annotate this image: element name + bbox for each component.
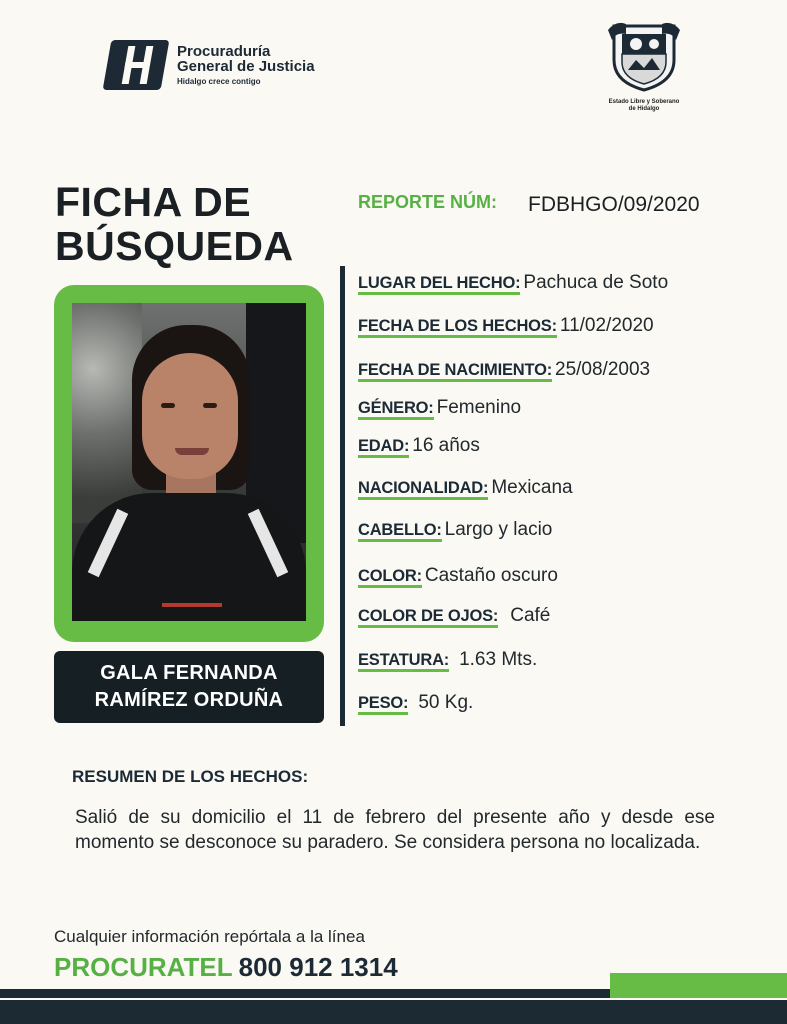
field-label: FECHA DE LOS HECHOS: [358, 317, 557, 338]
field-value: 25/08/2003 [555, 359, 651, 380]
title-line2: BÚSQUEDA [55, 223, 294, 269]
field-label: FECHA DE NACIMIENTO: [358, 361, 552, 382]
field-value: Femenino [436, 397, 522, 418]
field-value: 50 Kg. [418, 692, 474, 713]
field-fecha-de-los-hechos [358, 315, 654, 337]
field-value: Pachuca de Soto [523, 272, 669, 293]
field-value: Largo y lacio [444, 519, 553, 540]
field-label: CABELLO: [358, 521, 442, 542]
org-name-line2: General de Justicia [177, 58, 315, 76]
person-name-box [54, 651, 324, 723]
logo-text [177, 44, 315, 87]
field-edad [358, 435, 480, 457]
photo-frame [54, 285, 324, 642]
seal-caption-line2: de Hidalgo [628, 106, 660, 113]
field-color-de-ojos [358, 605, 550, 627]
report-number-value: FDBHGO/09/2020 [528, 193, 700, 216]
field-label: GÉNERO: [358, 399, 434, 420]
state-seal [604, 20, 684, 113]
field-value: 16 años [412, 435, 480, 456]
title-line1: FICHA DE [55, 179, 252, 225]
field-value: Café [510, 605, 551, 626]
field-lugar-del-hecho [358, 272, 668, 294]
hotline-number: 800 912 1314 [238, 952, 398, 982]
field-peso [358, 692, 473, 714]
field-label: LUGAR DEL HECHO: [358, 274, 520, 295]
page-title [55, 180, 294, 268]
footer-dark-bar [0, 989, 610, 998]
contact-line: Cualquier información repórtala a la línea [54, 927, 365, 946]
hotline [54, 952, 398, 983]
field-label: COLOR: [358, 567, 422, 588]
person-name-line1: GALA FERNANDA [100, 662, 278, 684]
footer-green-bar [610, 973, 787, 998]
field-label: ESTATURA: [358, 651, 449, 672]
pgj-logo [107, 40, 315, 90]
seal-caption-line1: Estado Libre y Soberano [608, 99, 680, 105]
field-label: NACIONALIDAD: [358, 479, 488, 500]
h-logo-icon [103, 40, 170, 90]
field-cabello [358, 519, 552, 541]
person-name-line2: RAMÍREZ ORDUÑA [94, 689, 284, 711]
hotline-name: PROCURATEL [54, 952, 233, 982]
divider [340, 266, 345, 726]
field-value: 11/02/2020 [559, 315, 654, 336]
summary-title: RESUMEN DE LOS HECHOS: [72, 767, 309, 786]
field-fecha-de-nacimiento [358, 359, 650, 381]
field-value: Mexicana [491, 477, 573, 498]
person-photo [72, 303, 306, 621]
org-tagline: Hidalgo crece contigo [177, 77, 261, 87]
coat-of-arms-icon [606, 20, 682, 92]
seal-caption [604, 99, 684, 113]
field-value: Castaño oscuro [424, 565, 558, 586]
summary-text: Salió de su domicilio el 11 de febrero del presente año y desde ese momento se desconoce su paradero. Se considera persona no localizada. [75, 807, 715, 853]
report-number-label: REPORTE NÚM: [358, 192, 497, 212]
field-value: 1.63 Mts. [459, 649, 538, 670]
field-label: PESO: [358, 694, 408, 715]
field-nacionalidad [358, 477, 573, 499]
footer-bottom-band [0, 1000, 787, 1024]
field-color [358, 565, 558, 587]
field-label: EDAD: [358, 437, 409, 458]
field-genero [358, 397, 521, 419]
field-label: COLOR DE OJOS: [358, 607, 498, 628]
org-name-line1: Procuraduría [177, 42, 271, 60]
field-estatura [358, 649, 537, 671]
